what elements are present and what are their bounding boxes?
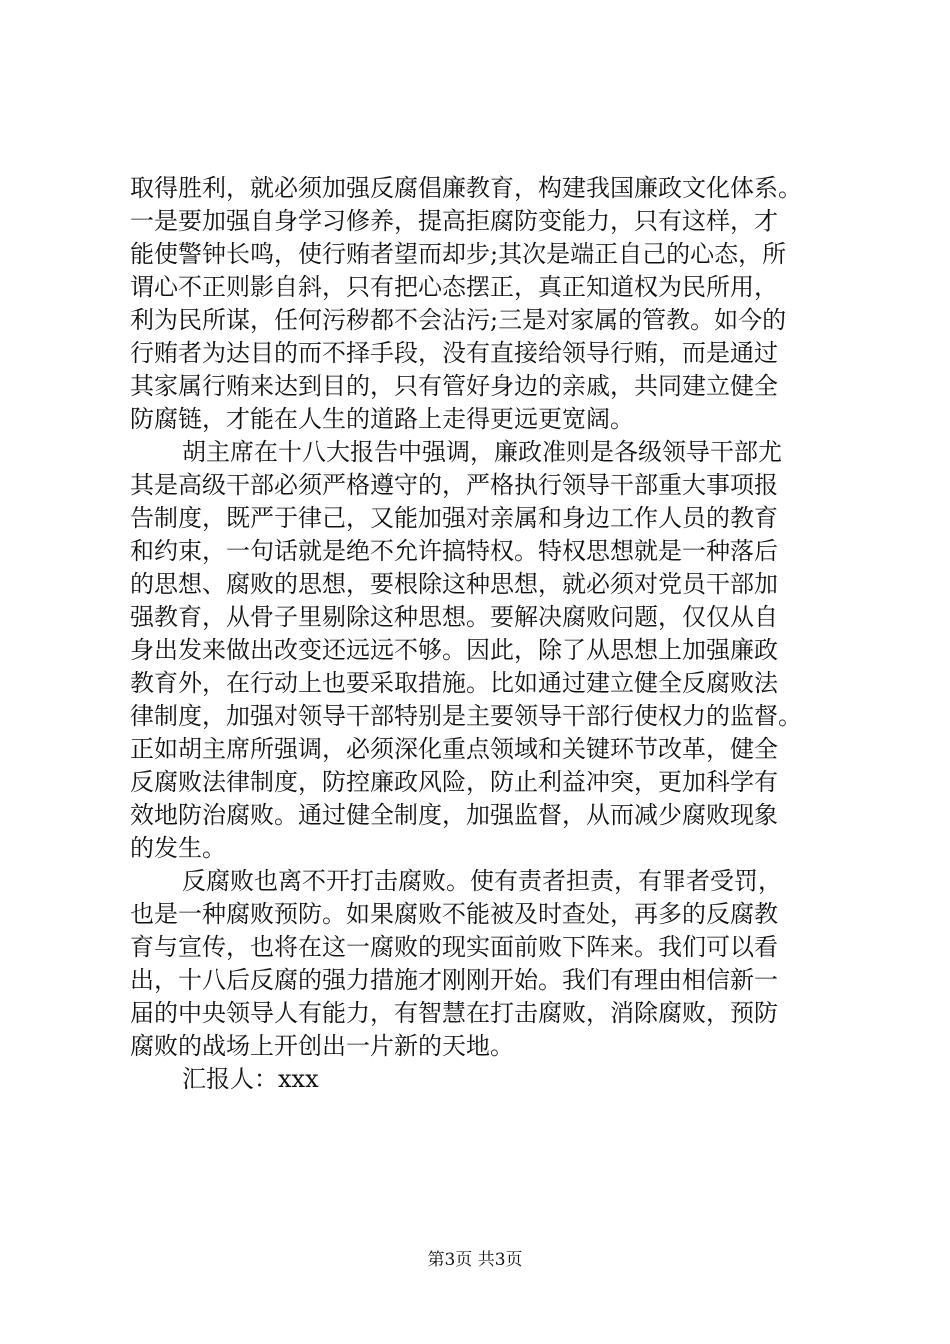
text-line: 的思想、腐败的思想，要根除这种思想，就必须对党员干部加 [130, 570, 778, 598]
text-line: 正如胡主席所强调，必须深化重点领域和关键环节改革，健全 [130, 735, 778, 763]
text-line: 取得胜利，就必须加强反腐倡廉教育，构建我国廉政文化体系。 [130, 174, 802, 202]
text-line: 反腐败也离不开打击腐败。使有责者担责，有罪者受罚， [182, 867, 782, 895]
document-body [130, 172, 852, 1096]
text-line: 胡主席在十八大报告中强调，廉政准则是各级领导干部尤 [182, 438, 782, 466]
text-line: 育与宣传，也将在这一腐败的现实面前败下阵来。我们可以看 [130, 933, 778, 961]
text-line: 汇报人：xxx [182, 1065, 319, 1093]
text-line: 届的中央领导人有能力，有智慧在打击腐败，消除腐败，预防 [130, 999, 778, 1027]
text-line: 身出发来做出改变还远远不够。因此，除了从思想上加强廉政 [130, 636, 778, 664]
text-line: 腐败的战场上开创出一片新的天地。 [130, 1032, 514, 1060]
text-line: 的发生。 [130, 834, 226, 862]
text-line: 利为民所谋，任何污秽都不会沾污;三是对家属的管教。如今的 [130, 306, 787, 334]
text-line: 其家属行贿来达到目的，只有管好身边的亲戚，共同建立健全 [130, 372, 778, 400]
text-line: 其是高级干部必须严格遵守的，严格执行领导干部重大事项报 [130, 471, 778, 499]
text-line: 行贿者为达目的而不择手段，没有直接给领导行贿，而是通过 [130, 339, 778, 367]
text-line: 反腐败法律制度，防控廉政风险，防止利益冲突，更加科学有 [130, 768, 778, 796]
text-line: 防腐链，才能在人生的道路上走得更远更宽阔。 [130, 405, 634, 433]
text-line: 一是要加强自身学习修养，提高拒腐防变能力，只有这样，才 [130, 207, 778, 235]
text-line: 告制度，既严于律己，又能加强对亲属和身边工作人员的教育 [130, 504, 778, 532]
text-line: 也是一种腐败预防。如果腐败不能被及时查处，再多的反腐教 [130, 900, 778, 928]
text-line: 教育外，在行动上也要采取措施。比如通过建立健全反腐败法 [130, 669, 778, 697]
text-line: 和约束，一句话就是绝不允许搞特权。特权思想就是一种落后 [130, 537, 778, 565]
paragraph [130, 865, 852, 1063]
paragraph [130, 1063, 852, 1096]
page-number-footer: 第3页 共3页 [427, 1250, 523, 1270]
text-line: 出，十八后反腐的强力措施才刚刚开始。我们有理由相信新一 [130, 966, 778, 994]
text-line: 谓心不正则影自斜，只有把心态摆正，真正知道权为民所用， [130, 273, 778, 301]
text-line: 能使警钟长鸣，使行贿者望而却步;其次是端正自己的心态，所 [130, 240, 787, 268]
text-line: 强教育，从骨子里剔除这种思想。要解决腐败问题，仅仅从自 [130, 603, 778, 631]
text-line: 效地防治腐败。通过健全制度，加强监督，从而减少腐败现象 [130, 801, 778, 829]
paragraph [130, 436, 852, 865]
paragraph [130, 172, 852, 436]
text-line: 律制度，加强对领导干部特别是主要领导干部行使权力的监督。 [130, 702, 802, 730]
